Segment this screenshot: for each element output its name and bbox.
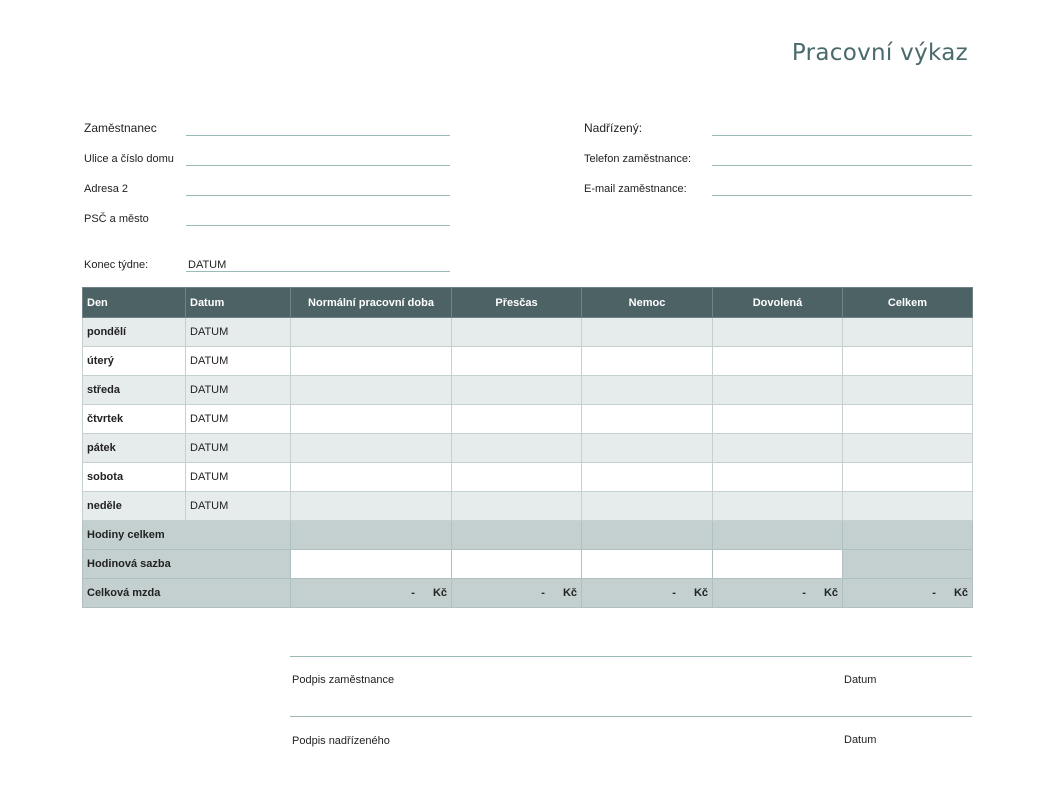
date-cell[interactable]: DATUM xyxy=(186,434,291,463)
overtime-cell[interactable] xyxy=(452,492,582,521)
day-cell: pondělí xyxy=(83,318,186,347)
supervisor-label: Nadřízený: xyxy=(584,121,643,135)
day-cell: pátek xyxy=(83,434,186,463)
regular-hours-cell[interactable] xyxy=(291,434,452,463)
date-cell[interactable]: DATUM xyxy=(186,318,291,347)
total-hours-row xyxy=(83,521,973,550)
col-header-overtime: Přesčas xyxy=(452,288,582,318)
total-cell xyxy=(843,376,973,405)
supervisor-signature-label: Podpis nadřízeného xyxy=(292,735,390,747)
employee-name-label: Zaměstnanec xyxy=(84,121,157,135)
rate-regular-input[interactable] xyxy=(291,550,452,579)
vacation-cell[interactable] xyxy=(713,318,843,347)
table-row xyxy=(83,463,973,492)
regular-hours-cell[interactable] xyxy=(291,492,452,521)
total-cell xyxy=(843,434,973,463)
day-cell: sobota xyxy=(83,463,186,492)
supervisor-signature-date-label: Datum xyxy=(844,734,877,746)
date-cell[interactable]: DATUM xyxy=(186,405,291,434)
day-cell: neděle xyxy=(83,492,186,521)
pay-total: - Kč xyxy=(843,579,973,608)
date-cell[interactable]: DATUM xyxy=(186,347,291,376)
vacation-cell[interactable] xyxy=(713,463,843,492)
date-cell[interactable]: DATUM xyxy=(186,376,291,405)
total-regular-hours xyxy=(291,521,452,550)
timesheet-table xyxy=(82,287,973,608)
address2-label: Adresa 2 xyxy=(84,183,129,195)
table-row xyxy=(83,434,973,463)
table-row xyxy=(83,492,973,521)
vacation-cell[interactable] xyxy=(713,492,843,521)
rate-vacation-input[interactable] xyxy=(713,550,843,579)
regular-hours-cell[interactable] xyxy=(291,318,452,347)
sick-cell[interactable] xyxy=(582,405,713,434)
col-header-date: Datum xyxy=(186,288,291,318)
street-label: Ulice a číslo domu xyxy=(84,153,174,165)
regular-hours-cell[interactable] xyxy=(291,463,452,492)
employee-signature-line[interactable] xyxy=(290,656,972,657)
overtime-cell[interactable] xyxy=(452,434,582,463)
week-end-input[interactable] xyxy=(186,271,450,272)
street-input[interactable] xyxy=(186,165,450,166)
table-row xyxy=(83,376,973,405)
supervisor-signature-line[interactable] xyxy=(290,716,972,717)
address2-input[interactable] xyxy=(186,195,450,196)
zip-city-input[interactable] xyxy=(186,225,450,226)
hourly-rate-row xyxy=(83,550,973,579)
page-title: Pracovní výkaz xyxy=(791,40,968,66)
overtime-cell[interactable] xyxy=(452,347,582,376)
total-overtime xyxy=(452,521,582,550)
regular-hours-cell[interactable] xyxy=(291,405,452,434)
employee-email-label: E-mail zaměstnance: xyxy=(584,183,687,195)
table-row xyxy=(83,318,973,347)
sick-cell[interactable] xyxy=(582,434,713,463)
vacation-cell[interactable] xyxy=(713,405,843,434)
total-pay-label: Celková mzda xyxy=(83,579,291,608)
col-header-regular-hours: Normální pracovní doba xyxy=(291,288,452,318)
sick-cell[interactable] xyxy=(582,347,713,376)
overtime-cell[interactable] xyxy=(452,463,582,492)
day-cell: čtvrtek xyxy=(83,405,186,434)
table-header-row xyxy=(83,288,973,318)
total-pay-row xyxy=(83,579,973,608)
rate-overtime-input[interactable] xyxy=(452,550,582,579)
day-cell: středa xyxy=(83,376,186,405)
pay-regular: - Kč xyxy=(291,579,452,608)
rate-sick-input[interactable] xyxy=(582,550,713,579)
table-row xyxy=(83,405,973,434)
pay-overtime: - Kč xyxy=(452,579,582,608)
date-cell[interactable]: DATUM xyxy=(186,492,291,521)
employee-signature-date-label: Datum xyxy=(844,674,877,686)
week-end-value[interactable]: DATUM xyxy=(188,259,227,271)
vacation-cell[interactable] xyxy=(713,347,843,376)
total-all xyxy=(843,521,973,550)
sick-cell[interactable] xyxy=(582,463,713,492)
regular-hours-cell[interactable] xyxy=(291,347,452,376)
day-cell: úterý xyxy=(83,347,186,376)
regular-hours-cell[interactable] xyxy=(291,376,452,405)
col-header-total: Celkem xyxy=(843,288,973,318)
sick-cell[interactable] xyxy=(582,318,713,347)
rate-total xyxy=(843,550,973,579)
overtime-cell[interactable] xyxy=(452,376,582,405)
date-cell[interactable]: DATUM xyxy=(186,463,291,492)
total-cell xyxy=(843,492,973,521)
total-cell xyxy=(843,463,973,492)
total-cell xyxy=(843,318,973,347)
overtime-cell[interactable] xyxy=(452,318,582,347)
pay-vacation: - Kč xyxy=(713,579,843,608)
table-row xyxy=(83,347,973,376)
sick-cell[interactable] xyxy=(582,492,713,521)
zip-city-label: PSČ a město xyxy=(84,213,149,225)
total-cell xyxy=(843,405,973,434)
vacation-cell[interactable] xyxy=(713,376,843,405)
total-vacation xyxy=(713,521,843,550)
sick-cell[interactable] xyxy=(582,376,713,405)
col-header-sick: Nemoc xyxy=(582,288,713,318)
employee-phone-label: Telefon zaměstnance: xyxy=(584,153,692,165)
total-sick xyxy=(582,521,713,550)
col-header-vacation: Dovolená xyxy=(713,288,843,318)
total-hours-label: Hodiny celkem xyxy=(83,521,291,550)
supervisor-input[interactable] xyxy=(712,135,972,136)
employee-signature-label: Podpis zaměstnance xyxy=(292,674,395,686)
employee-name-input[interactable] xyxy=(186,135,450,136)
col-header-day: Den xyxy=(83,288,186,318)
total-cell xyxy=(843,347,973,376)
employee-phone-input[interactable] xyxy=(712,165,972,166)
overtime-cell[interactable] xyxy=(452,405,582,434)
vacation-cell[interactable] xyxy=(713,434,843,463)
employee-email-input[interactable] xyxy=(712,195,972,196)
pay-sick: - Kč xyxy=(582,579,713,608)
hourly-rate-label: Hodinová sazba xyxy=(83,550,291,579)
week-end-label: Konec týdne: xyxy=(84,259,149,271)
